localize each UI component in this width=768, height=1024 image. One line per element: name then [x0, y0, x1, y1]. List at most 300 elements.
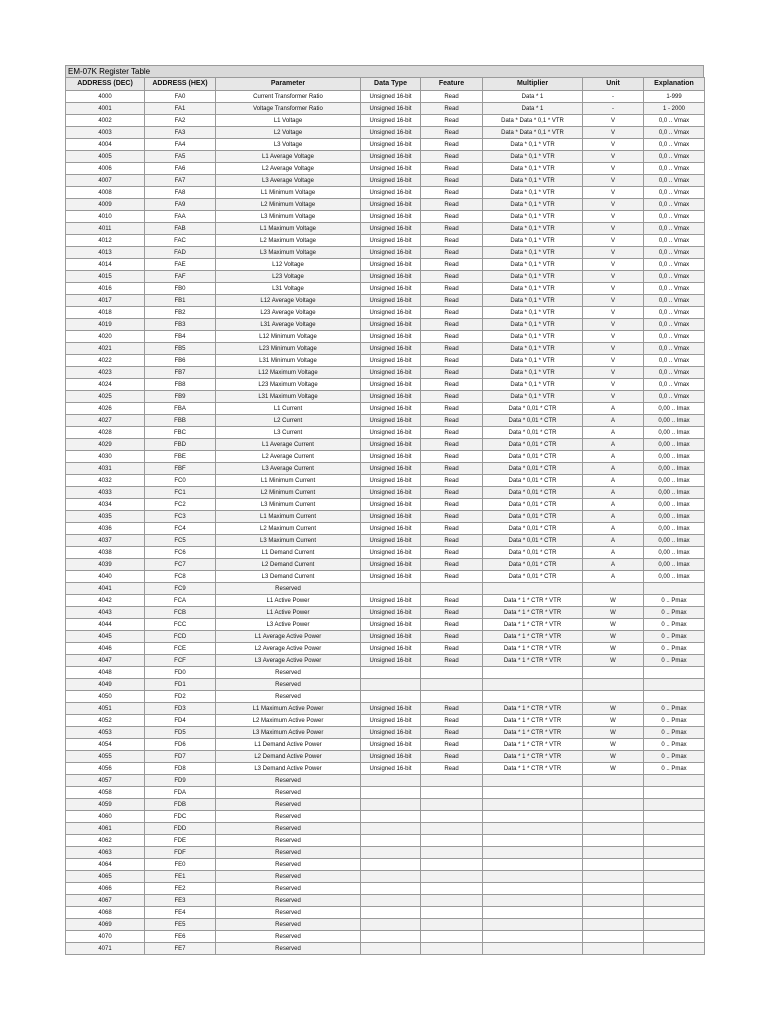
cell-data-type: Unsigned 16-bit — [361, 259, 421, 271]
cell-data-type: Unsigned 16-bit — [361, 283, 421, 295]
cell-parameter: L2 Demand Current — [216, 559, 361, 571]
table-row — [66, 259, 705, 271]
cell-multiplier: Data * 0,01 * CTR — [483, 439, 583, 451]
cell-unit: V — [583, 343, 644, 355]
cell-parameter: L1 Maximum Voltage — [216, 223, 361, 235]
table-row — [66, 355, 705, 367]
cell-parameter: Reserved — [216, 667, 361, 679]
cell-address-hex: FB3 — [145, 319, 216, 331]
cell-feature: Read — [421, 211, 483, 223]
cell-unit: V — [583, 151, 644, 163]
cell-multiplier: Data * 1 * CTR * VTR — [483, 715, 583, 727]
cell-unit: V — [583, 379, 644, 391]
cell-address-hex: FC0 — [145, 475, 216, 487]
cell-parameter: L23 Maximum Voltage — [216, 379, 361, 391]
cell-data-type: Unsigned 16-bit — [361, 655, 421, 667]
cell-parameter: L3 Maximum Voltage — [216, 247, 361, 259]
cell-feature — [421, 847, 483, 859]
table-row — [66, 763, 705, 775]
cell-parameter: L1 Average Voltage — [216, 151, 361, 163]
cell-explanation — [644, 835, 705, 847]
table-row — [66, 103, 705, 115]
cell-address-dec: 4052 — [66, 715, 145, 727]
cell-address-dec: 4057 — [66, 775, 145, 787]
cell-address-dec: 4058 — [66, 787, 145, 799]
cell-explanation: 0 .. Pmax — [644, 739, 705, 751]
cell-parameter: Reserved — [216, 859, 361, 871]
cell-multiplier: Data * 0,01 * CTR — [483, 559, 583, 571]
cell-feature: Read — [421, 427, 483, 439]
cell-explanation: 0,0 .. Vmax — [644, 163, 705, 175]
cell-address-hex: FE2 — [145, 883, 216, 895]
cell-address-dec: 4038 — [66, 547, 145, 559]
cell-address-dec: 4071 — [66, 943, 145, 955]
cell-feature: Read — [421, 139, 483, 151]
cell-address-hex: FE6 — [145, 931, 216, 943]
cell-address-hex: FA0 — [145, 91, 216, 103]
cell-multiplier — [483, 811, 583, 823]
cell-feature: Read — [421, 571, 483, 583]
cell-explanation — [644, 811, 705, 823]
cell-parameter: L3 Average Active Power — [216, 655, 361, 667]
cell-multiplier: Data * 1 * CTR * VTR — [483, 763, 583, 775]
cell-address-hex: FE0 — [145, 859, 216, 871]
cell-address-dec: 4025 — [66, 391, 145, 403]
cell-address-hex: FE7 — [145, 943, 216, 955]
cell-explanation — [644, 775, 705, 787]
cell-feature — [421, 775, 483, 787]
cell-parameter: L3 Average Current — [216, 463, 361, 475]
cell-multiplier: Data * 0,1 * VTR — [483, 247, 583, 259]
cell-multiplier: Data * 0,01 * CTR — [483, 571, 583, 583]
table-row — [66, 511, 705, 523]
cell-feature — [421, 859, 483, 871]
cell-address-hex: FB5 — [145, 343, 216, 355]
cell-data-type: Unsigned 16-bit — [361, 763, 421, 775]
cell-unit — [583, 919, 644, 931]
cell-feature — [421, 667, 483, 679]
cell-parameter: L1 Maximum Active Power — [216, 703, 361, 715]
cell-address-hex: FCB — [145, 607, 216, 619]
cell-parameter: L1 Voltage — [216, 115, 361, 127]
cell-data-type: Unsigned 16-bit — [361, 559, 421, 571]
cell-explanation: 0,0 .. Vmax — [644, 187, 705, 199]
cell-explanation — [644, 859, 705, 871]
cell-multiplier — [483, 667, 583, 679]
cell-feature: Read — [421, 475, 483, 487]
cell-address-hex: FBB — [145, 415, 216, 427]
cell-multiplier: Data * 0,01 * CTR — [483, 511, 583, 523]
cell-explanation: 0,0 .. Vmax — [644, 343, 705, 355]
cell-explanation — [644, 667, 705, 679]
cell-feature: Read — [421, 751, 483, 763]
cell-address-dec: 4030 — [66, 451, 145, 463]
cell-address-dec: 4027 — [66, 415, 145, 427]
cell-explanation — [644, 931, 705, 943]
table-row — [66, 271, 705, 283]
cell-unit: - — [583, 103, 644, 115]
cell-data-type: Unsigned 16-bit — [361, 139, 421, 151]
cell-explanation: 0,0 .. Vmax — [644, 115, 705, 127]
cell-feature — [421, 835, 483, 847]
cell-address-dec: 4060 — [66, 811, 145, 823]
cell-data-type — [361, 895, 421, 907]
cell-explanation: 0,00 .. Imax — [644, 523, 705, 535]
cell-multiplier — [483, 691, 583, 703]
cell-address-hex: FAA — [145, 211, 216, 223]
table-row — [66, 751, 705, 763]
cell-address-dec: 4000 — [66, 91, 145, 103]
cell-address-dec: 4051 — [66, 703, 145, 715]
cell-explanation: 0,00 .. Imax — [644, 487, 705, 499]
col-header-explanation: Explanation — [644, 78, 705, 91]
table-row — [66, 823, 705, 835]
table-row — [66, 139, 705, 151]
cell-parameter: L1 Minimum Voltage — [216, 187, 361, 199]
cell-unit — [583, 787, 644, 799]
cell-explanation: 0,0 .. Vmax — [644, 391, 705, 403]
cell-unit: W — [583, 715, 644, 727]
cell-multiplier — [483, 823, 583, 835]
cell-address-dec: 4023 — [66, 367, 145, 379]
cell-multiplier: Data * 0,1 * VTR — [483, 355, 583, 367]
cell-explanation — [644, 883, 705, 895]
cell-data-type: Unsigned 16-bit — [361, 523, 421, 535]
cell-feature — [421, 883, 483, 895]
cell-multiplier: Data * 0,1 * VTR — [483, 307, 583, 319]
cell-data-type: Unsigned 16-bit — [361, 487, 421, 499]
cell-unit: A — [583, 547, 644, 559]
cell-feature — [421, 691, 483, 703]
cell-explanation: 0 .. Pmax — [644, 631, 705, 643]
cell-address-dec: 4011 — [66, 223, 145, 235]
cell-multiplier: Data * 0,01 * CTR — [483, 427, 583, 439]
cell-parameter: Reserved — [216, 691, 361, 703]
cell-explanation: 0 .. Pmax — [644, 595, 705, 607]
cell-address-hex: FB8 — [145, 379, 216, 391]
cell-address-hex: FDA — [145, 787, 216, 799]
cell-feature: Read — [421, 247, 483, 259]
cell-feature: Read — [421, 271, 483, 283]
register-table — [65, 77, 705, 955]
cell-data-type — [361, 835, 421, 847]
cell-explanation: 0,00 .. Imax — [644, 511, 705, 523]
cell-parameter: L2 Maximum Active Power — [216, 715, 361, 727]
cell-unit: W — [583, 751, 644, 763]
cell-data-type: Unsigned 16-bit — [361, 391, 421, 403]
cell-explanation: 0,0 .. Vmax — [644, 331, 705, 343]
cell-parameter: Reserved — [216, 931, 361, 943]
cell-multiplier: Data * 1 * CTR * VTR — [483, 655, 583, 667]
cell-explanation: 0,0 .. Vmax — [644, 139, 705, 151]
cell-address-dec: 4056 — [66, 763, 145, 775]
cell-multiplier — [483, 895, 583, 907]
table-row — [66, 907, 705, 919]
table-row — [66, 331, 705, 343]
cell-data-type: Unsigned 16-bit — [361, 715, 421, 727]
cell-unit — [583, 847, 644, 859]
table-row — [66, 859, 705, 871]
cell-data-type: Unsigned 16-bit — [361, 103, 421, 115]
cell-parameter: Voltage Transformer Ratio — [216, 103, 361, 115]
cell-multiplier: Data * 1 — [483, 103, 583, 115]
cell-address-hex: FA7 — [145, 175, 216, 187]
cell-parameter: L12 Voltage — [216, 259, 361, 271]
cell-address-hex: FB7 — [145, 367, 216, 379]
cell-explanation: 0,0 .. Vmax — [644, 271, 705, 283]
table-row — [66, 487, 705, 499]
cell-feature: Read — [421, 295, 483, 307]
sheet-title: EM-07K Register Table — [68, 67, 151, 76]
cell-data-type: Unsigned 16-bit — [361, 211, 421, 223]
cell-unit: A — [583, 415, 644, 427]
cell-address-dec: 4041 — [66, 583, 145, 595]
cell-parameter: Reserved — [216, 583, 361, 595]
cell-unit: W — [583, 619, 644, 631]
cell-address-dec: 4014 — [66, 259, 145, 271]
cell-multiplier: Data * 0,1 * VTR — [483, 271, 583, 283]
cell-unit: V — [583, 259, 644, 271]
cell-feature — [421, 679, 483, 691]
cell-data-type — [361, 919, 421, 931]
cell-explanation: 0,00 .. Imax — [644, 559, 705, 571]
cell-address-hex: FCD — [145, 631, 216, 643]
register-rows — [66, 91, 705, 955]
cell-explanation: 0,0 .. Vmax — [644, 127, 705, 139]
cell-feature: Read — [421, 499, 483, 511]
cell-data-type: Unsigned 16-bit — [361, 151, 421, 163]
cell-unit: V — [583, 247, 644, 259]
cell-address-dec: 4037 — [66, 535, 145, 547]
cell-address-hex: FE3 — [145, 895, 216, 907]
cell-unit: V — [583, 355, 644, 367]
cell-multiplier: Data * 0,1 * VTR — [483, 223, 583, 235]
cell-multiplier — [483, 871, 583, 883]
cell-feature: Read — [421, 223, 483, 235]
table-row — [66, 631, 705, 643]
cell-explanation — [644, 895, 705, 907]
cell-data-type: Unsigned 16-bit — [361, 271, 421, 283]
cell-feature: Read — [421, 559, 483, 571]
cell-feature: Read — [421, 727, 483, 739]
cell-data-type: Unsigned 16-bit — [361, 379, 421, 391]
cell-address-hex: FA5 — [145, 151, 216, 163]
cell-multiplier: Data * 0,1 * VTR — [483, 319, 583, 331]
cell-explanation — [644, 943, 705, 955]
cell-address-dec: 4063 — [66, 847, 145, 859]
cell-unit: A — [583, 535, 644, 547]
cell-parameter: L12 Minimum Voltage — [216, 331, 361, 343]
cell-address-dec: 4061 — [66, 823, 145, 835]
cell-parameter: Reserved — [216, 895, 361, 907]
cell-data-type: Unsigned 16-bit — [361, 727, 421, 739]
cell-multiplier — [483, 847, 583, 859]
col-header-unit: Unit — [583, 78, 644, 91]
cell-feature: Read — [421, 343, 483, 355]
cell-data-type: Unsigned 16-bit — [361, 343, 421, 355]
cell-parameter: L2 Current — [216, 415, 361, 427]
cell-address-dec: 4062 — [66, 835, 145, 847]
col-header-data-type: Data Type — [361, 78, 421, 91]
cell-feature: Read — [421, 91, 483, 103]
cell-parameter: L3 Voltage — [216, 139, 361, 151]
cell-multiplier: Data * 0,1 * VTR — [483, 151, 583, 163]
cell-feature: Read — [421, 103, 483, 115]
cell-multiplier: Data * 1 * CTR * VTR — [483, 739, 583, 751]
cell-unit — [583, 583, 644, 595]
cell-multiplier: Data * 0,1 * VTR — [483, 295, 583, 307]
cell-address-dec: 4034 — [66, 499, 145, 511]
cell-explanation: 0 .. Pmax — [644, 643, 705, 655]
cell-address-hex: FD7 — [145, 751, 216, 763]
cell-unit: A — [583, 439, 644, 451]
cell-unit — [583, 859, 644, 871]
cell-data-type: Unsigned 16-bit — [361, 163, 421, 175]
cell-feature: Read — [421, 439, 483, 451]
cell-data-type: Unsigned 16-bit — [361, 331, 421, 343]
table-row — [66, 883, 705, 895]
cell-feature: Read — [421, 619, 483, 631]
cell-address-hex: FB9 — [145, 391, 216, 403]
cell-multiplier — [483, 931, 583, 943]
cell-parameter: L3 Maximum Active Power — [216, 727, 361, 739]
cell-address-hex: FA1 — [145, 103, 216, 115]
cell-multiplier: Data * 0,1 * VTR — [483, 259, 583, 271]
table-row — [66, 691, 705, 703]
cell-unit — [583, 823, 644, 835]
cell-address-hex: FA9 — [145, 199, 216, 211]
cell-parameter: Reserved — [216, 907, 361, 919]
cell-address-hex: FBC — [145, 427, 216, 439]
table-row — [66, 439, 705, 451]
table-row — [66, 115, 705, 127]
table-row — [66, 727, 705, 739]
cell-explanation: 0,0 .. Vmax — [644, 379, 705, 391]
cell-address-hex: FD5 — [145, 727, 216, 739]
table-row — [66, 499, 705, 511]
table-row — [66, 739, 705, 751]
cell-data-type: Unsigned 16-bit — [361, 643, 421, 655]
cell-address-hex: FE5 — [145, 919, 216, 931]
cell-explanation: 0,00 .. Imax — [644, 427, 705, 439]
cell-data-type — [361, 799, 421, 811]
table-row — [66, 403, 705, 415]
table-row — [66, 367, 705, 379]
cell-parameter: Reserved — [216, 919, 361, 931]
cell-address-dec: 4065 — [66, 871, 145, 883]
cell-address-hex: FD4 — [145, 715, 216, 727]
cell-feature — [421, 943, 483, 955]
cell-unit — [583, 907, 644, 919]
table-row — [66, 319, 705, 331]
cell-address-hex: FCF — [145, 655, 216, 667]
cell-address-hex: FAC — [145, 235, 216, 247]
table-row — [66, 451, 705, 463]
cell-address-dec: 4046 — [66, 643, 145, 655]
cell-explanation: 0,00 .. Imax — [644, 499, 705, 511]
cell-explanation — [644, 787, 705, 799]
cell-multiplier — [483, 943, 583, 955]
cell-multiplier: Data * 0,1 * VTR — [483, 235, 583, 247]
cell-explanation: 0,0 .. Vmax — [644, 235, 705, 247]
cell-parameter: L2 Maximum Current — [216, 523, 361, 535]
cell-unit: A — [583, 523, 644, 535]
table-row — [66, 943, 705, 955]
cell-unit: V — [583, 127, 644, 139]
cell-address-hex: FC1 — [145, 487, 216, 499]
cell-multiplier: Data * 0,1 * VTR — [483, 379, 583, 391]
cell-feature: Read — [421, 235, 483, 247]
cell-address-hex: FD1 — [145, 679, 216, 691]
cell-address-dec: 4005 — [66, 151, 145, 163]
table-row — [66, 91, 705, 103]
table-row — [66, 475, 705, 487]
table-row — [66, 775, 705, 787]
cell-data-type: Unsigned 16-bit — [361, 499, 421, 511]
cell-address-hex: FB2 — [145, 307, 216, 319]
cell-feature: Read — [421, 703, 483, 715]
cell-parameter: L3 Demand Current — [216, 571, 361, 583]
table-row — [66, 127, 705, 139]
cell-address-hex: FBF — [145, 463, 216, 475]
cell-explanation — [644, 823, 705, 835]
cell-data-type: Unsigned 16-bit — [361, 199, 421, 211]
cell-address-hex: FC5 — [145, 535, 216, 547]
cell-unit: W — [583, 631, 644, 643]
cell-data-type — [361, 859, 421, 871]
cell-multiplier: Data * 0,1 * VTR — [483, 187, 583, 199]
cell-multiplier: Data * 0,1 * VTR — [483, 199, 583, 211]
cell-feature: Read — [421, 535, 483, 547]
cell-unit: V — [583, 223, 644, 235]
cell-explanation: 0 .. Pmax — [644, 763, 705, 775]
cell-address-hex: FBE — [145, 451, 216, 463]
cell-data-type: Unsigned 16-bit — [361, 451, 421, 463]
cell-explanation: 0 .. Pmax — [644, 607, 705, 619]
cell-parameter: L12 Maximum Voltage — [216, 367, 361, 379]
cell-explanation: 0,0 .. Vmax — [644, 283, 705, 295]
cell-feature — [421, 931, 483, 943]
cell-feature: Read — [421, 175, 483, 187]
cell-parameter: Reserved — [216, 823, 361, 835]
cell-unit: A — [583, 511, 644, 523]
cell-multiplier: Data * 1 — [483, 91, 583, 103]
cell-address-hex: FD6 — [145, 739, 216, 751]
cell-address-hex: FBD — [145, 439, 216, 451]
cell-address-dec: 4010 — [66, 211, 145, 223]
cell-parameter: Reserved — [216, 847, 361, 859]
cell-data-type: Unsigned 16-bit — [361, 319, 421, 331]
cell-parameter: L1 Average Current — [216, 439, 361, 451]
cell-explanation: 1-999 — [644, 91, 705, 103]
col-header-address-dec: ADDRESS (DEC) — [66, 78, 145, 91]
cell-unit: W — [583, 595, 644, 607]
cell-feature: Read — [421, 283, 483, 295]
cell-address-hex: FC9 — [145, 583, 216, 595]
cell-parameter: Reserved — [216, 871, 361, 883]
cell-data-type — [361, 871, 421, 883]
cell-feature: Read — [421, 355, 483, 367]
cell-address-dec: 4033 — [66, 487, 145, 499]
cell-multiplier: Data * 0,01 * CTR — [483, 403, 583, 415]
cell-explanation — [644, 679, 705, 691]
cell-unit: W — [583, 655, 644, 667]
cell-multiplier: Data * 0,1 * VTR — [483, 391, 583, 403]
cell-explanation — [644, 799, 705, 811]
cell-address-dec: 4045 — [66, 631, 145, 643]
cell-parameter: Reserved — [216, 679, 361, 691]
cell-multiplier: Data * 1 * CTR * VTR — [483, 727, 583, 739]
